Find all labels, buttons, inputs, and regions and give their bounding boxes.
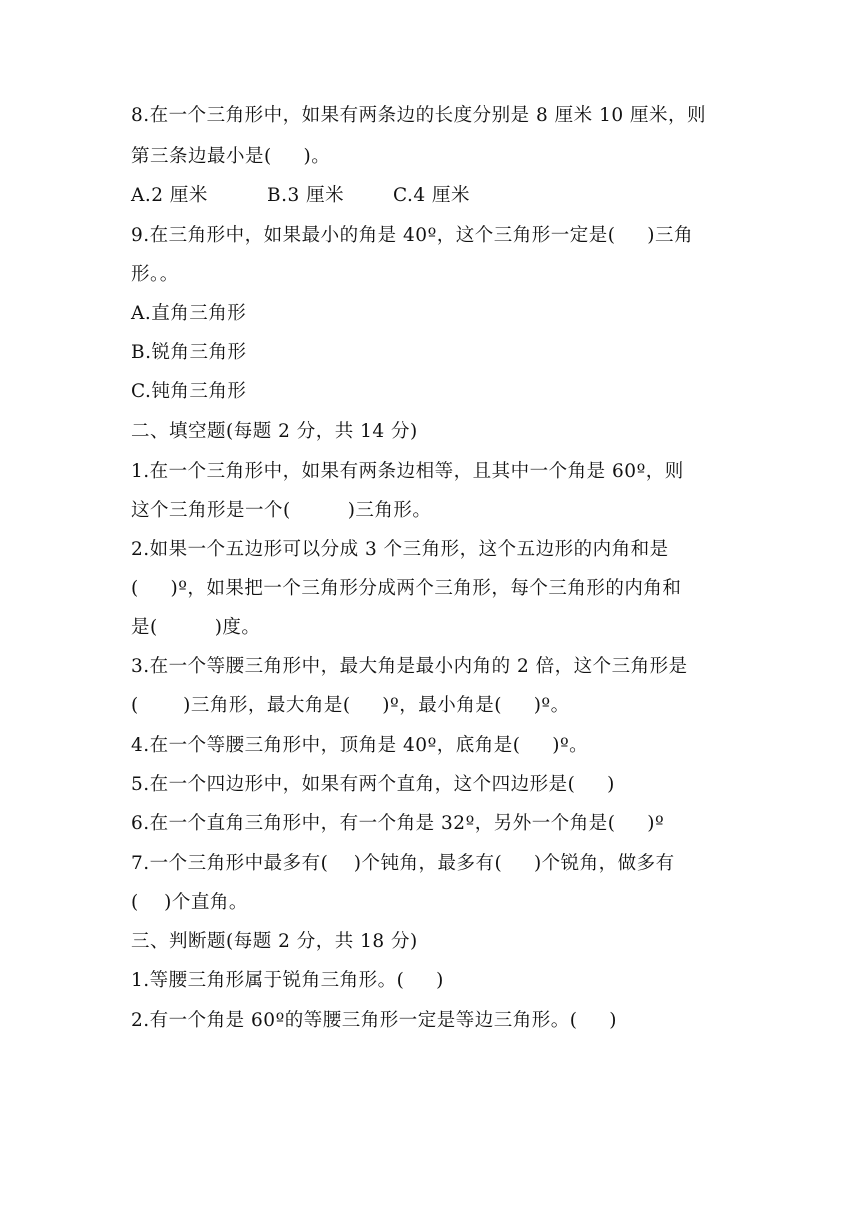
question-8-line-1: 8.在一个三角形中，如果有两条边的长度分别是 8 厘米 10 厘米，则 — [131, 105, 706, 126]
question-9-line-1: 9.在三角形中，如果最小的角是 40º，这个三角形一定是( )三角 — [131, 225, 693, 246]
judge-q2: 2.有一个角是 60º的等腰三角形一定是等边三角形。( ) — [131, 1010, 617, 1031]
judge-q1: 1.等腰三角形属于锐角三角形。( ) — [131, 970, 444, 991]
section-3-heading: 三、判断题(每题 2 分，共 18 分) — [131, 931, 418, 952]
option-b: B.3 厘米 — [267, 185, 345, 206]
fill-q4: 4.在一个等腰三角形中，顶角是 40º，底角是( )º。 — [131, 735, 589, 756]
fill-q2-line-3: 是( )度。 — [131, 617, 261, 638]
option-a: A.2 厘米 — [131, 185, 208, 206]
question-8-options — [131, 185, 731, 207]
fill-q1-line-2: 这个三角形是一个( )三角形。 — [131, 500, 432, 521]
fill-q2-line-2: ( )º，如果把一个三角形分成两个三角形，每个三角形的内角和 — [131, 578, 682, 599]
fill-q3-line-2: ( )三角形，最大角是( )º，最小角是( )º。 — [131, 695, 570, 716]
question-8-line-2: 第三条边最小是( )。 — [131, 146, 331, 167]
question-9-option-a: A.直角三角形 — [131, 303, 247, 324]
fill-q5: 5.在一个四边形中，如果有两个直角，这个四边形是( ) — [131, 774, 615, 795]
question-9-line-2: 形。。 — [131, 264, 179, 285]
fill-q7-line-2: ( )个直角。 — [131, 892, 248, 913]
fill-q2-line-1: 2.如果一个五边形可以分成 3 个三角形，这个五边形的内角和是 — [131, 539, 669, 560]
option-c: C.4 厘米 — [393, 185, 471, 206]
fill-q6: 6.在一个直角三角形中，有一个角是 32º，另外一个角是( )º — [131, 813, 665, 834]
section-2-heading: 二、填空题(每题 2 分，共 14 分) — [131, 421, 418, 442]
fill-q1-line-1: 1.在一个三角形中，如果有两条边相等，且其中一个角是 60º，则 — [131, 461, 684, 482]
fill-q3-line-1: 3.在一个等腰三角形中，最大角是最小内角的 2 倍，这个三角形是 — [131, 656, 688, 677]
fill-q7-line-1: 7.一个三角形中最多有( )个钝角，最多有( )个锐角，做多有 — [131, 853, 675, 874]
question-9-option-b: B.锐角三角形 — [131, 342, 247, 363]
question-9-option-c: C.钝角三角形 — [131, 381, 247, 402]
